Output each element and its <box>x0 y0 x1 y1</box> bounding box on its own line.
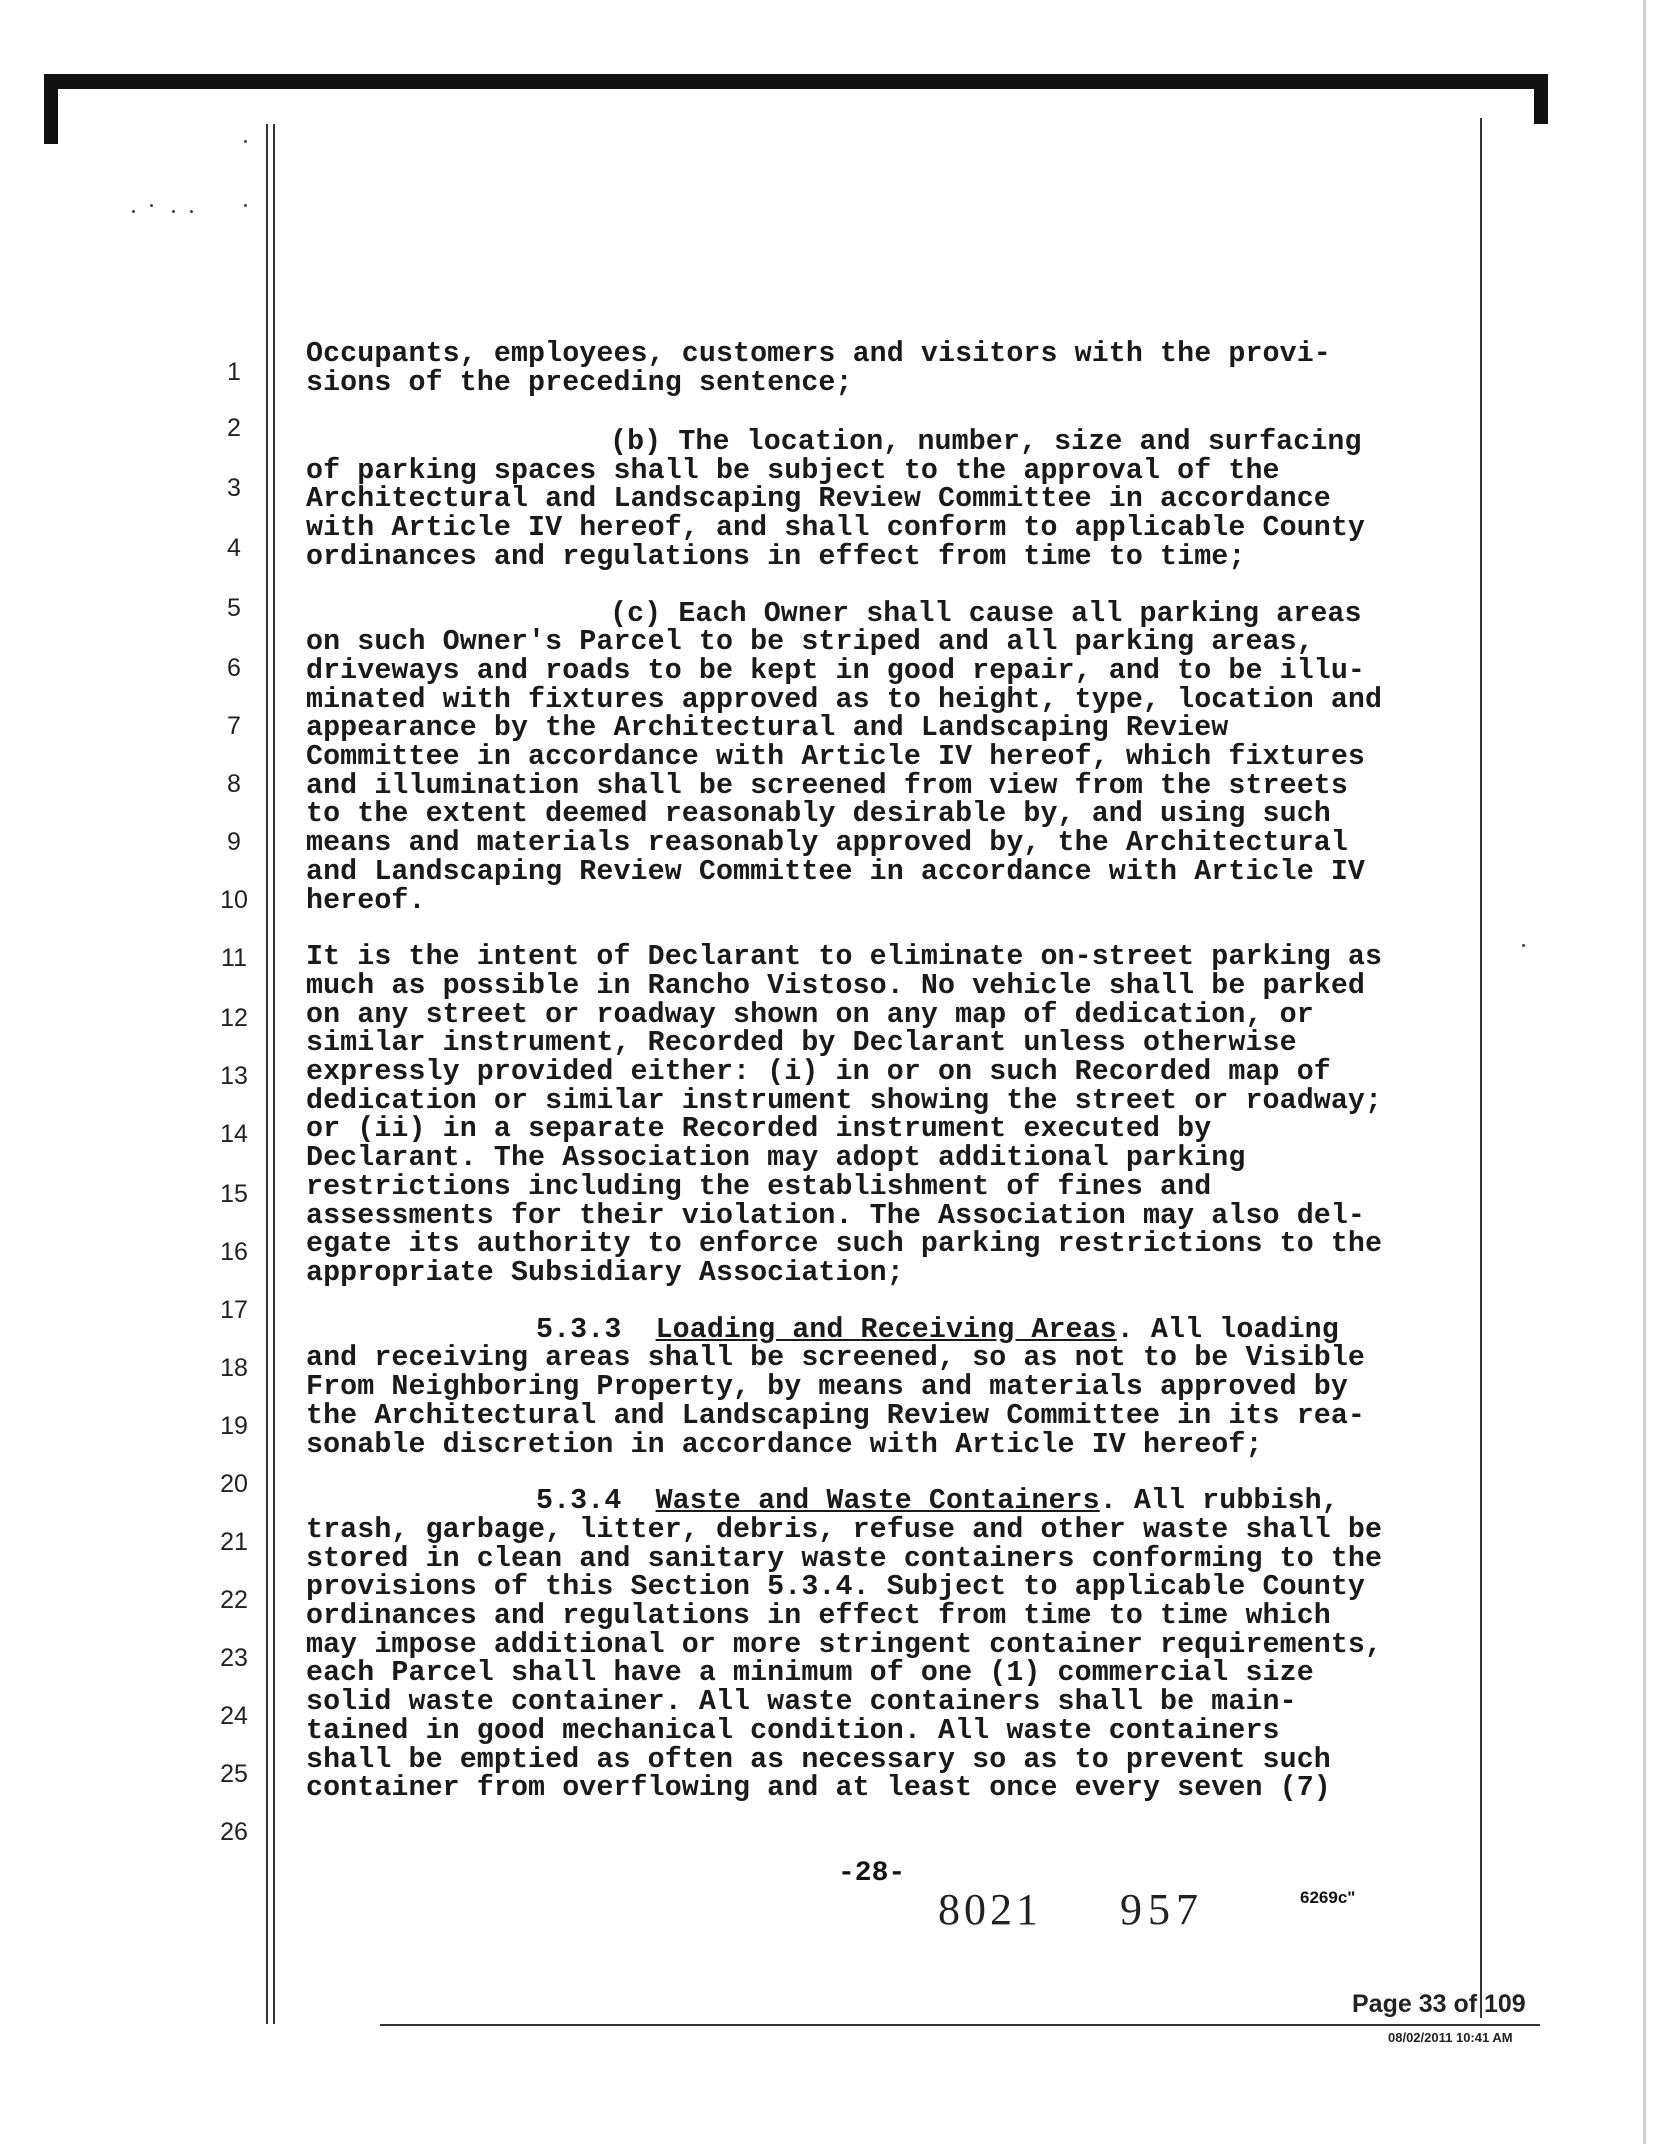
text-line: tained in good mechanical condition. All waste containers <box>306 1714 1280 1747</box>
line-number: 20 <box>220 1470 248 1498</box>
scan-speck <box>244 140 247 143</box>
line-number: 18 <box>220 1354 248 1382</box>
line-number: 2 <box>227 414 241 442</box>
section-title: Loading and Receiving Areas <box>655 1313 1117 1346</box>
line-number: 15 <box>220 1180 248 1208</box>
text-line: may impose additional or more stringent container requirements, <box>306 1628 1383 1661</box>
line-number: 21 <box>220 1528 248 1556</box>
text-line: trash, garbage, litter, debris, refuse and other waste shall be <box>306 1513 1383 1546</box>
top-border-right-tab <box>1534 74 1548 124</box>
scan-speck <box>244 204 247 207</box>
text-line: ordinances and regulations in effect from time to time which <box>306 1600 1331 1633</box>
text-line: sonable discretion in accordance with Article IV hereof; <box>306 1428 1263 1461</box>
scan-speck <box>1522 944 1525 947</box>
text-line: each Parcel shall have a minimum of one (1) commercial size <box>306 1657 1314 1690</box>
line-number: 4 <box>227 534 241 562</box>
text-line: Committee in accordance with Article IV hereof, which fixtures <box>306 741 1366 774</box>
left-margin-rule-1 <box>266 124 268 2024</box>
right-margin-rule <box>1480 118 1482 2018</box>
section-heading-line <box>306 1313 1426 1346</box>
scan-speck <box>172 210 175 213</box>
text-line: provisions of this Section 5.3.4. Subject to applicable County <box>306 1571 1366 1604</box>
section-5-3-3 <box>306 1313 1426 1461</box>
line-number: 3 <box>227 474 241 502</box>
text-line: container from overflowing and at least once every seven (7) <box>306 1772 1331 1805</box>
text-line: with Article IV hereof, and shall conform to applicable County <box>306 512 1366 545</box>
text-line: Architectural and Landscaping Review Committee in accordance <box>306 483 1331 516</box>
line-number: 5 <box>227 594 241 622</box>
text-line: assessments for their violation. The Association may also del- <box>306 1199 1366 1232</box>
text-line: restrictions including the establishment of fines and <box>306 1170 1212 1203</box>
text-line: hereof. <box>306 884 426 917</box>
bottom-rule <box>380 2024 1540 2026</box>
text-line: on such Owner's Parcel to be striped and all parking areas, <box>306 626 1314 659</box>
text-line: of parking spaces shall be subject to the approval of the <box>306 454 1280 487</box>
text-line: shall be emptied as often as necessary so as to prevent such <box>306 1743 1331 1776</box>
line-number: 1 <box>227 358 241 386</box>
text-line: From Neighboring Property, by means and materials approved by <box>306 1371 1348 1404</box>
section-heading-line <box>306 1487 1426 1516</box>
text-line: driveways and roads to be kept in good repair, and to be illu- <box>306 654 1366 687</box>
text-line: sions of the preceding sentence; <box>306 366 853 399</box>
text-line: (b) The location, number, size and surfacing <box>610 426 1362 458</box>
line-number: 10 <box>220 886 248 914</box>
line-number: 17 <box>220 1296 248 1324</box>
scan-speck <box>190 210 193 213</box>
text-line: stored in clean and sanitary waste containers conforming to the <box>306 1542 1383 1575</box>
line-number: 26 <box>220 1818 248 1846</box>
paragraph-occupants <box>306 340 1426 400</box>
section-number: 5.3.4 <box>536 1485 622 1518</box>
text-line: the Architectural and Landscaping Review Committee in its rea- <box>306 1399 1366 1432</box>
page-number: -28- <box>838 1858 906 1889</box>
text-line: appropriate Subsidiary Association; <box>306 1256 904 1289</box>
document-code: 6269c" <box>1300 1888 1356 1907</box>
section-number: 5.3.3 <box>536 1313 622 1346</box>
text-line: on any street or roadway shown on any map of dedication, or <box>306 998 1314 1031</box>
paragraph-on-street-parking <box>306 943 1426 1287</box>
scan-right-edge <box>1643 0 1646 2144</box>
text-line: Occupants, employees, customers and visitors with the provi- <box>306 338 1331 370</box>
page-of-total: Page 33 of 109 <box>1352 1990 1526 2018</box>
text-line: minated with fixtures approved as to height, type, location and <box>306 683 1383 716</box>
text-line: solid waste container. All waste containers shall be main- <box>306 1686 1297 1719</box>
paragraph-parking-spaces <box>306 428 1426 572</box>
text-line: (c) Each Owner shall cause all parking areas <box>610 597 1362 630</box>
scan-speck <box>150 204 153 207</box>
line-number: 12 <box>220 1004 248 1032</box>
text-line: and Landscaping Review Committee in accordance with Article IV <box>306 855 1366 888</box>
section-lead: . All rubbish, <box>1099 1485 1339 1518</box>
text-line: expressly provided either: (i) in or on such Recorded map of <box>306 1056 1331 1089</box>
top-border-left-tab <box>44 74 58 144</box>
text-line: and illumination shall be screened from view from the streets <box>306 769 1348 802</box>
text-line: egate its authority to enforce such parking restrictions to the <box>306 1228 1383 1261</box>
line-number: 16 <box>220 1238 248 1266</box>
line-number: 8 <box>227 770 241 798</box>
text-line: and receiving areas shall be screened, so as not to be Visible <box>306 1342 1366 1375</box>
line-number: 22 <box>220 1586 248 1614</box>
text-line: Declarant. The Association may adopt additional parking <box>306 1142 1246 1175</box>
scan-speck <box>132 210 135 213</box>
line-number: 23 <box>220 1644 248 1672</box>
line-number: 7 <box>227 712 241 740</box>
text-line: ordinances and regulations in effect from time to time; <box>306 540 1246 573</box>
text-line: appearance by the Architectural and Landscaping Review <box>306 712 1229 745</box>
line-number: 6 <box>227 654 241 682</box>
text-line: similar instrument, Recorded by Declarant unless otherwise <box>306 1027 1297 1060</box>
top-border <box>44 74 1548 89</box>
print-timestamp: 08/02/2011 10:41 AM <box>1388 2030 1513 2045</box>
paragraph-parking-areas <box>306 597 1426 917</box>
recording-number-page: 957 <box>1120 1885 1204 1934</box>
left-margin-rule-2 <box>273 124 275 2024</box>
text-line: means and materials reasonably approved by, the Architectural <box>306 827 1348 860</box>
line-number: 19 <box>220 1412 248 1440</box>
line-number: 11 <box>221 944 247 972</box>
document-body <box>306 340 1426 1803</box>
line-number: 13 <box>220 1062 248 1090</box>
text-line: to the extent deemed reasonably desirable by, and using such <box>306 798 1331 831</box>
text-line: much as possible in Rancho Vistoso. No vehicle shall be parked <box>306 969 1366 1002</box>
text-line: It is the intent of Declarant to eliminate on-street parking as <box>306 941 1383 974</box>
text-line: dedication or similar instrument showing the street or roadway; <box>306 1084 1383 1117</box>
line-number: 24 <box>220 1702 248 1730</box>
line-number: 14 <box>220 1120 248 1148</box>
line-number: 9 <box>227 828 241 856</box>
section-title: Waste and Waste Containers <box>655 1485 1100 1518</box>
text-line: or (ii) in a separate Recorded instrument executed by <box>306 1113 1212 1146</box>
section-5-3-4 <box>306 1487 1426 1803</box>
recording-number-book: 8021 <box>938 1885 1042 1934</box>
line-number: 25 <box>220 1760 248 1788</box>
section-lead: . All loading <box>1116 1313 1339 1346</box>
